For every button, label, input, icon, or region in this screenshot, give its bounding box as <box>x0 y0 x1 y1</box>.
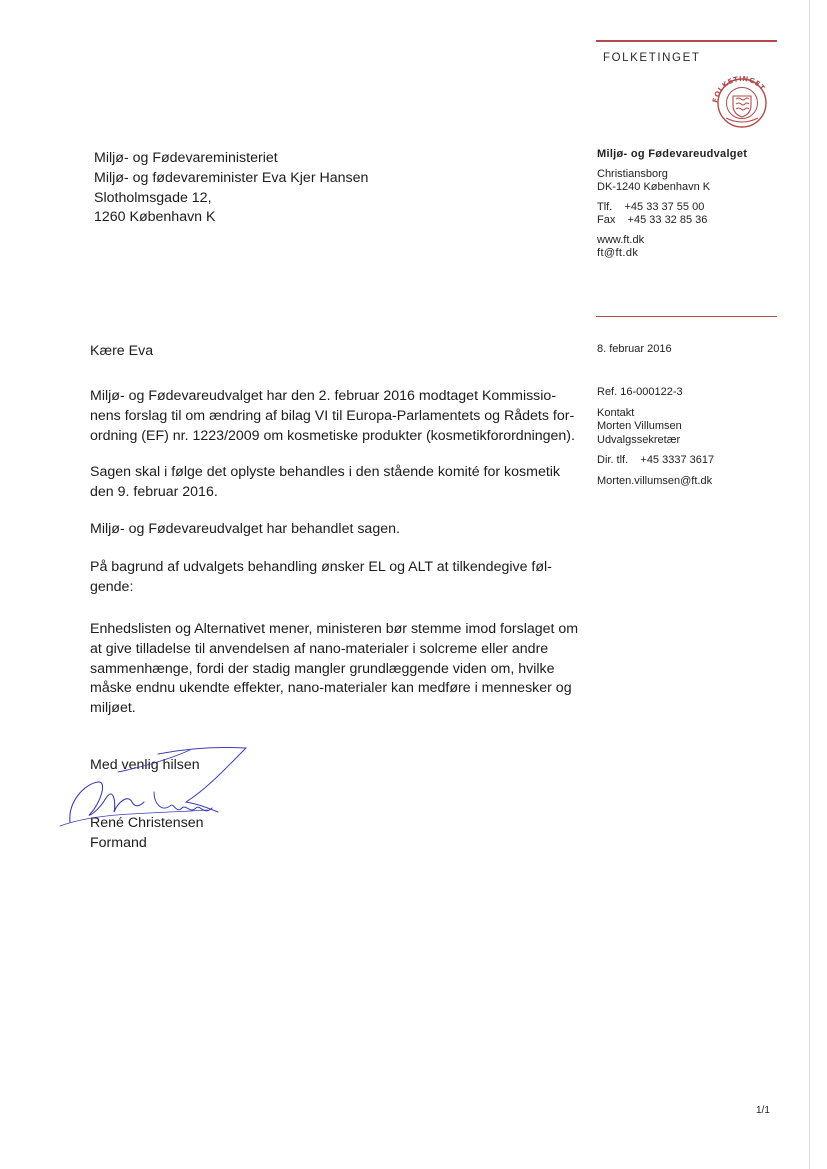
letter-date: 8. februar 2016 <box>597 343 672 355</box>
closing-phrase: Med venlig hilsen <box>90 757 200 773</box>
sender-phone: Tlf. +45 33 37 55 00 <box>597 200 705 213</box>
sender-name: Miljø- og Fødevareudvalget <box>597 148 748 160</box>
sender-email[interactable]: ft@ft.dk <box>597 247 639 259</box>
svg-text:FOLKETINGET: FOLKETINGET <box>711 74 767 104</box>
contact-name: Morten Villumsen <box>597 420 682 432</box>
sender-address-line: Christiansborg <box>597 167 668 180</box>
paragraph-line: ordning (EF) nr. 1223/2009 om kosmetiske produkter (kosmetikforordningen). <box>90 427 575 444</box>
paragraph-line: På bagrund af udvalgets behandling ønsker EL og ALT at tilkendegive føl- <box>90 559 552 575</box>
contact-label: Kontakt <box>597 406 635 419</box>
paragraph-line: gende: <box>90 578 134 595</box>
contact-phone: Dir. tlf. +45 3337 3617 <box>597 454 715 466</box>
paragraph-line: Miljø- og Fødevareudvalget har den 2. februar 2016 modtaget Kommissio- <box>90 388 557 404</box>
paragraph-line: nens forslag til om ændring af bilag VI til Europa-Parlamentets og Rådets for- <box>90 407 575 424</box>
paragraph-5 <box>90 620 579 719</box>
paragraph-line: sammenhænge, fordi der stadig mangler grundlæggende viden om, hvilke <box>90 660 555 677</box>
page-edge <box>809 0 810 1169</box>
paragraph-line: måske endnu ukendte effekter, nano-materialer kan medføre i mennesker og <box>90 680 572 697</box>
meta-block <box>597 386 797 488</box>
sender-website[interactable]: www.ft.dk <box>597 233 645 246</box>
page-number: 1/1 <box>756 1105 770 1116</box>
paragraph-4 <box>90 558 570 598</box>
paragraph-line: den 9. februar 2016. <box>90 483 218 500</box>
sender-block <box>597 148 797 261</box>
paragraph-line: Enhedslisten og Alternativet mener, ministeren bør stemme imod forslaget om <box>90 621 579 637</box>
brand-name: FOLKETINGET <box>603 52 701 64</box>
paragraph-line: miljøet. <box>90 700 136 717</box>
paragraph-3 <box>90 520 570 540</box>
contact-email[interactable]: Morten.villumsen@ft.dk <box>597 474 713 487</box>
paragraph-line: Miljø- og Fødevareudvalget har behandlet sagen. <box>90 521 400 537</box>
paragraph-line: Sagen skal i følge det oplyste behandles i den stående komité for kosmetik <box>90 464 561 480</box>
paragraph-1 <box>90 387 575 446</box>
recipient-line: Miljø- og Fødevareministeriet <box>94 150 278 166</box>
salutation: Kære Eva <box>90 343 154 359</box>
paragraph-line: at give tilladelse til anvendelsen af nano-materialer i solcreme eller andre <box>90 640 549 657</box>
recipient-line: Slotholmsgade 12, <box>94 189 212 206</box>
header-rule-bottom <box>596 316 777 317</box>
recipient-line: 1260 København K <box>94 209 216 226</box>
reference-number: Ref. 16-000122-3 <box>597 386 683 398</box>
header-rule-top <box>596 40 777 42</box>
sender-fax: Fax +45 33 32 85 36 <box>597 214 708 226</box>
recipient-address <box>94 149 368 228</box>
recipient-line: Miljø- og fødevareminister Eva Kjer Hansen <box>94 169 369 186</box>
sender-address-line: DK-1240 København K <box>597 181 711 193</box>
signer-title: Formand <box>90 835 147 851</box>
folketinget-seal-icon <box>704 72 780 128</box>
paragraph-2 <box>90 463 570 503</box>
contact-title: Udvalgssekretær <box>597 433 681 446</box>
signer-name: René Christensen <box>90 815 204 831</box>
